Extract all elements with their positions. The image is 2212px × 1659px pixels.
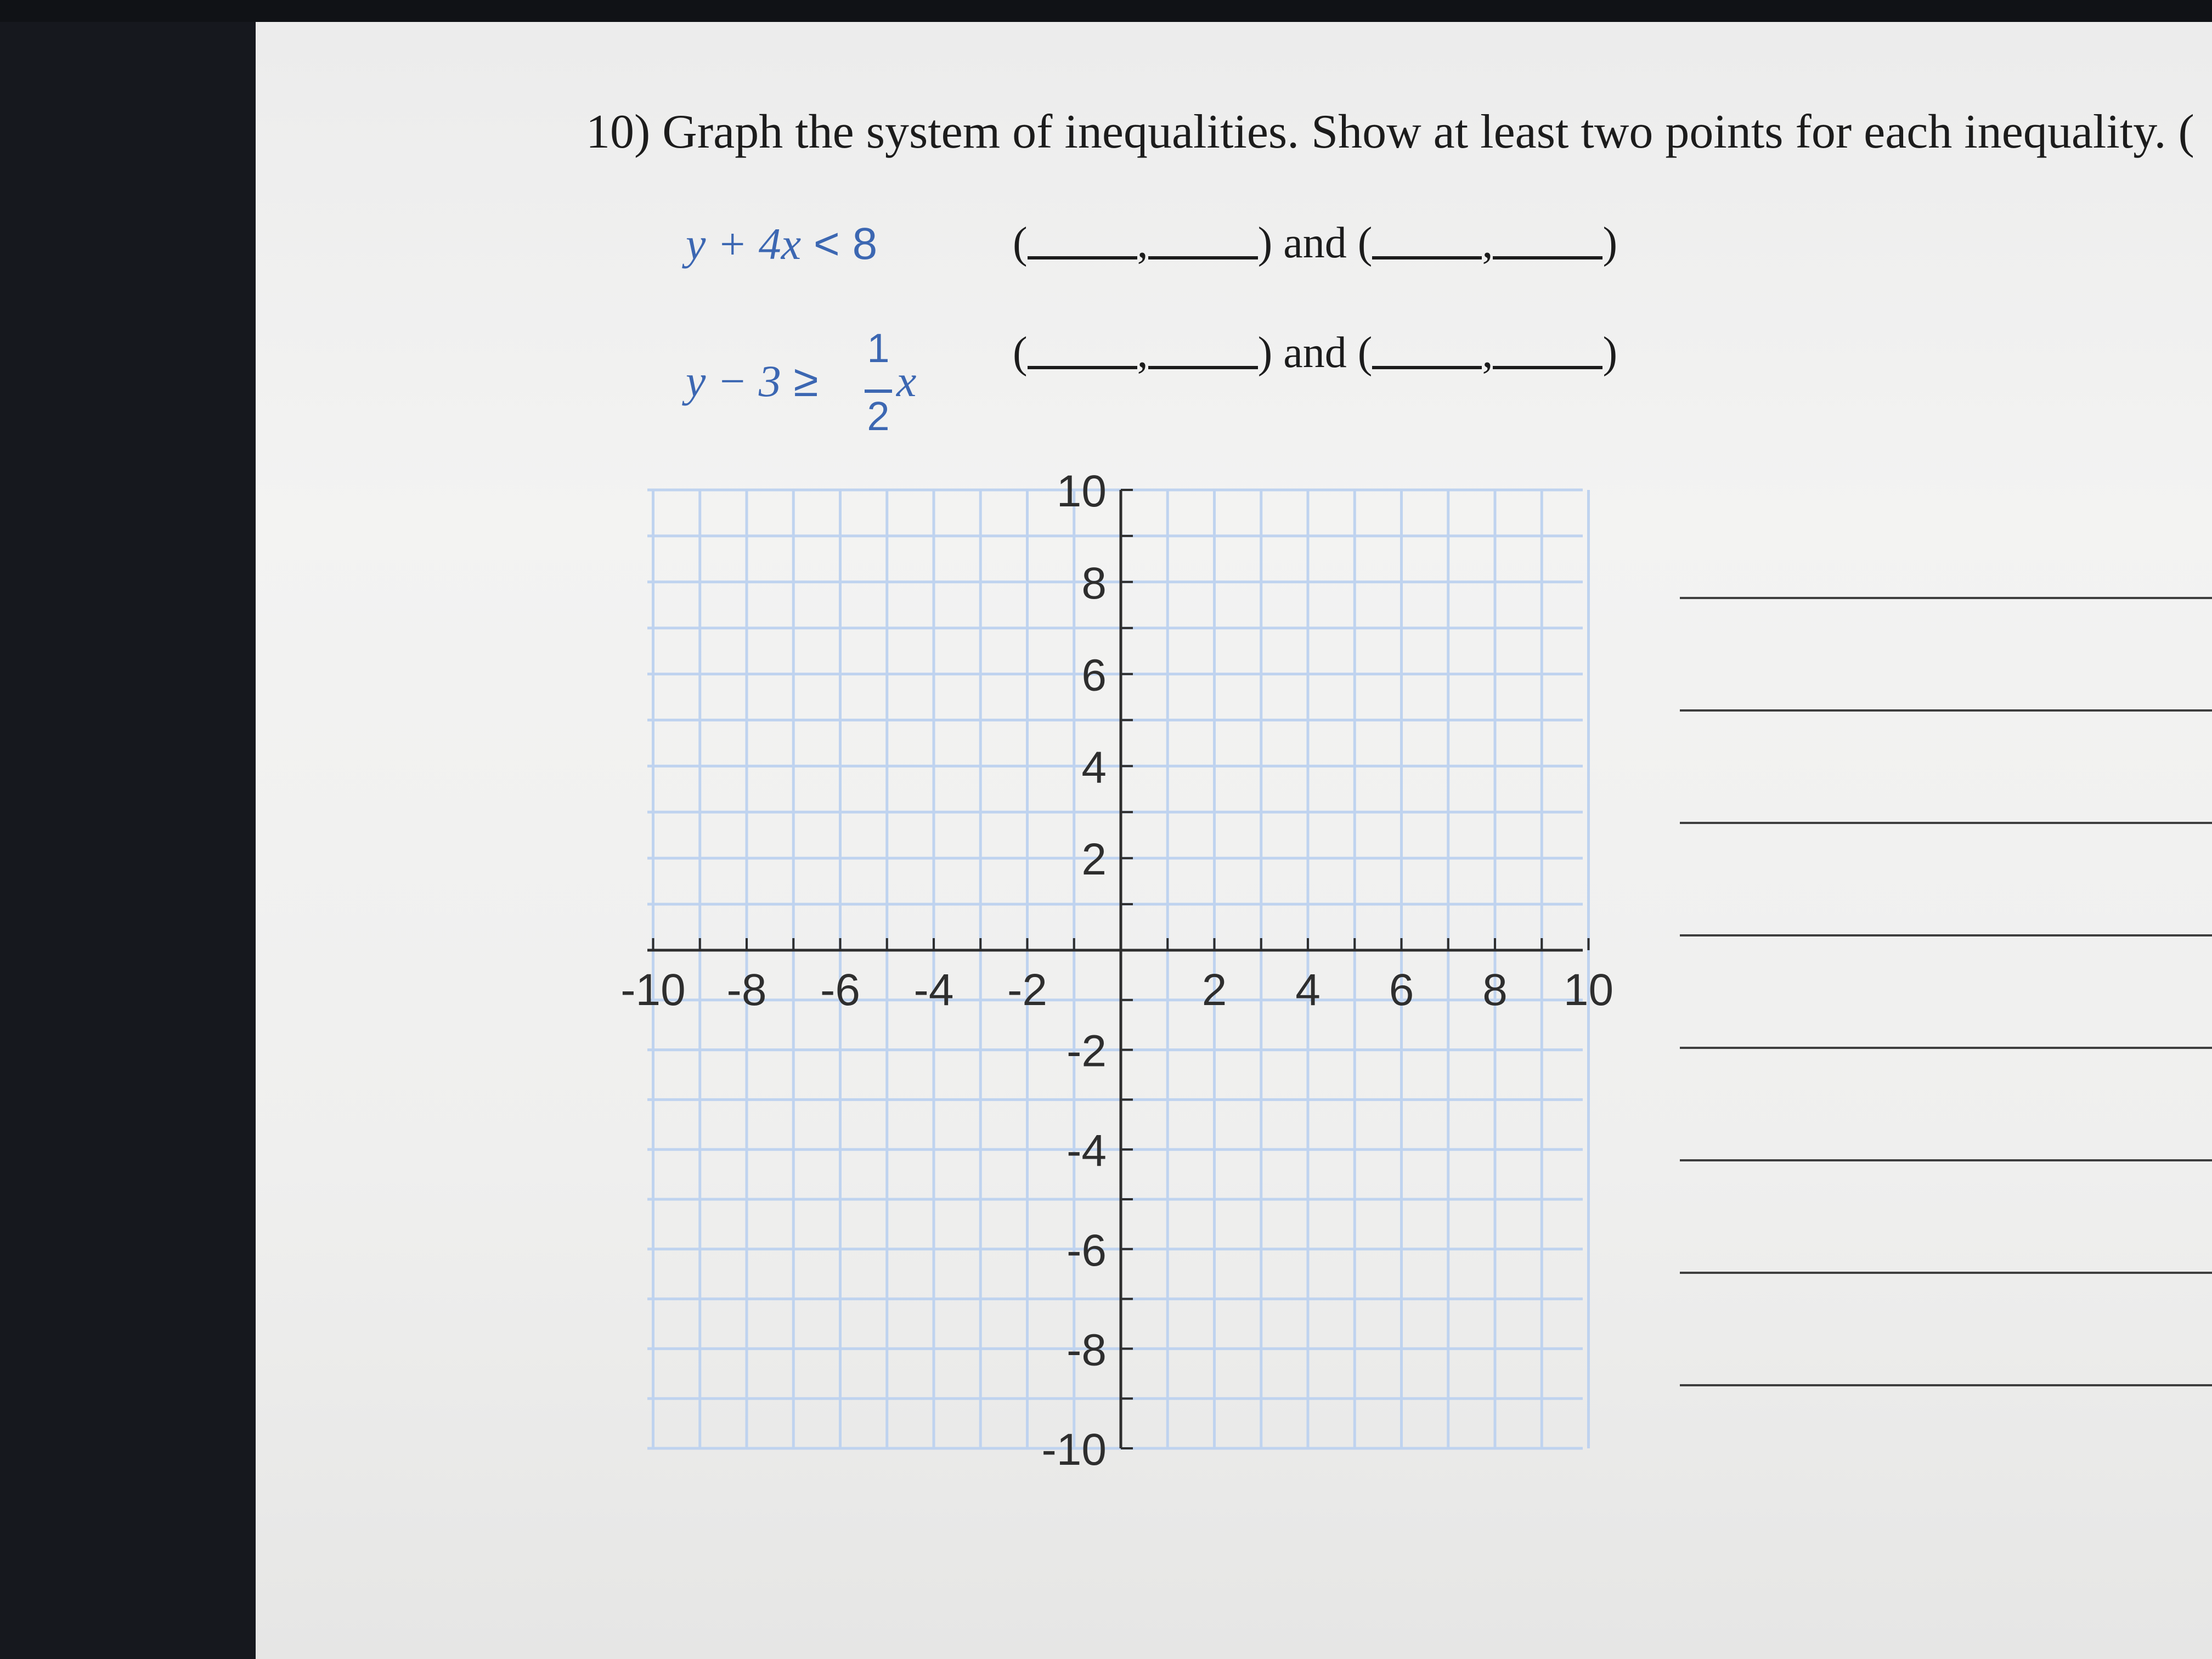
y-tick-label: 2 — [1081, 834, 1107, 885]
paren-close: ) — [1602, 329, 1618, 377]
y-tick-label: 10 — [1056, 466, 1107, 516]
x-tick-label: 2 — [1201, 965, 1227, 1015]
question-text: 10) Graph the system of inequalities. Show at least two points for each inequality. ( — [586, 105, 2194, 159]
inequality-1-op: < — [813, 219, 840, 269]
x-tick-label: 6 — [1389, 965, 1414, 1015]
x-tick-label: -6 — [820, 965, 860, 1015]
x-tick-label: -8 — [726, 965, 767, 1015]
and-text: and — [1283, 329, 1347, 377]
inequality-1-lhs: y + 4x — [686, 219, 802, 269]
paren-close: ) — [1257, 219, 1273, 267]
answer-line[interactable] — [1680, 1047, 2212, 1049]
y-tick-label: -8 — [1066, 1325, 1107, 1375]
y-tick-label: -4 — [1066, 1126, 1107, 1176]
comma: , — [1137, 219, 1148, 267]
y-tick-label: -6 — [1066, 1225, 1107, 1276]
paren-open: ( — [1357, 329, 1373, 377]
x-tick-label: -4 — [913, 965, 954, 1015]
inequality-1-rhs: 8 — [852, 219, 878, 269]
fraction-denominator: 2 — [867, 393, 890, 439]
x-tick-label: -10 — [620, 965, 686, 1015]
answer-line[interactable] — [1680, 1159, 2212, 1161]
paren-open: ( — [1013, 329, 1028, 377]
variable-x: x — [896, 356, 917, 406]
answer-line[interactable] — [1680, 597, 2212, 599]
paren-close: ) — [1257, 329, 1273, 377]
x-tick-label: 10 — [1563, 965, 1614, 1015]
x-tick-label: -2 — [1007, 965, 1047, 1015]
answer-line[interactable] — [1680, 822, 2212, 824]
y-tick-label: 4 — [1081, 742, 1107, 793]
y-tick-label: 6 — [1081, 650, 1107, 701]
paren-open: ( — [1357, 219, 1373, 267]
answer-line[interactable] — [1680, 709, 2212, 712]
answer-line[interactable] — [1680, 934, 2212, 936]
paren-close: ) — [1602, 219, 1618, 267]
x-tick-label: 4 — [1295, 965, 1321, 1015]
x-tick-label: 8 — [1482, 965, 1508, 1015]
y-tick-label: 8 — [1081, 558, 1107, 608]
answer-line[interactable] — [1680, 1272, 2212, 1274]
paren-open: ( — [1013, 219, 1028, 267]
y-tick-label: -2 — [1066, 1026, 1107, 1076]
comma: , — [1482, 329, 1493, 377]
and-text: and — [1283, 219, 1347, 267]
comma: , — [1482, 219, 1493, 267]
comma: , — [1137, 329, 1148, 377]
inequality-2-lhs: y − 3 — [686, 356, 781, 406]
inequality-2-op: ≥ — [793, 356, 819, 406]
fraction-numerator: 1 — [867, 325, 890, 371]
answer-line[interactable] — [1680, 1384, 2212, 1386]
y-tick-label: -10 — [1041, 1425, 1107, 1475]
